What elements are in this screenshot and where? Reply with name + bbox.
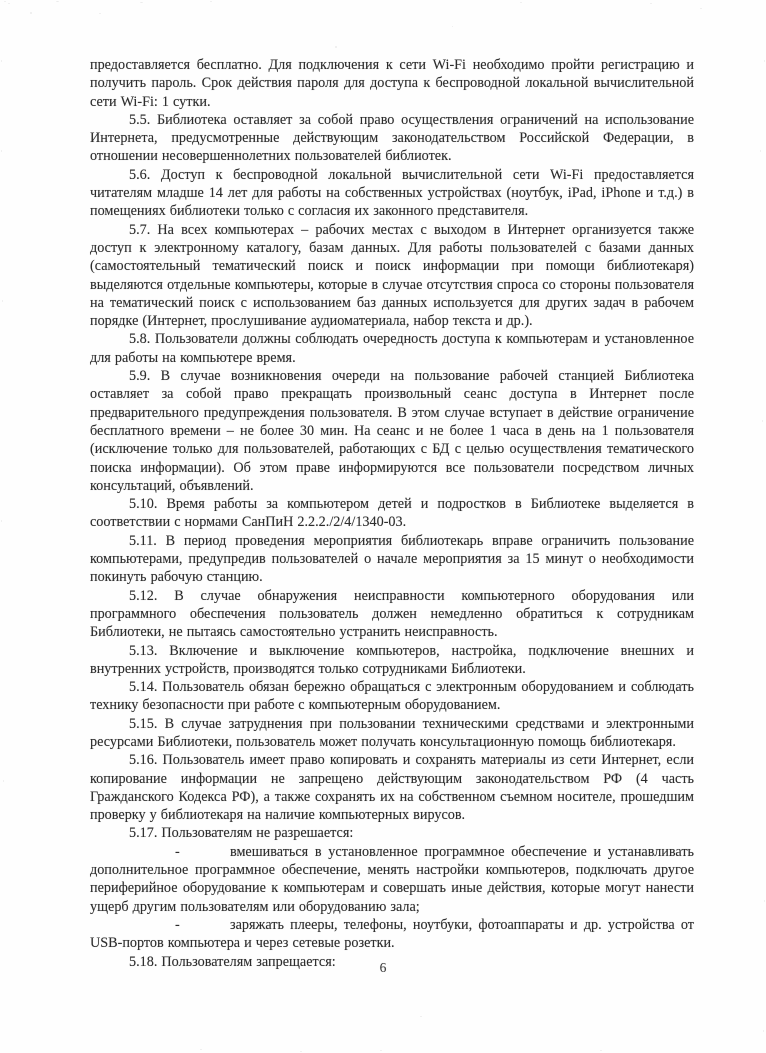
paragraph: 5.17. Пользователям не разрешается: — [129, 825, 354, 842]
scan-speck — [600, 1050, 602, 1051]
scan-speck — [1, 150, 2, 152]
dash-bullet: - — [175, 916, 180, 933]
scan-speck — [764, 60, 765, 62]
paragraph: 5.16. Пользователь имеет право копировать и сохранять материалы из сети Интернет, если копирование информации не запрещено действующим законодательством РФ (4 часть Гражданского Кодекса РФ), а также сохранять их на собственном съемном носителе, прошедшим проверку у библиотекаря на наличие компьютерных вирусов. — [90, 752, 694, 824]
page-number: 6 — [379, 960, 387, 975]
scan-speck — [762, 420, 763, 422]
paragraph: 5.18. Пользователям запрещается: — [129, 953, 336, 970]
document-body — [90, 56, 694, 971]
scan-speck — [30, 12, 32, 14]
dash-bullet: - — [175, 843, 180, 860]
scan-speck — [420, 1016, 422, 1017]
paragraph: 5.8. Пользователи должны соблюдать очередность доступа к компьютерам и установленное для работы на компьютере время. — [90, 331, 694, 366]
paragraph: 5.13. Включение и выключение компьютеров, настройка, подключение внешних и внутренних устройств, производятся только сотрудниками Библиотеки. — [90, 642, 694, 677]
list-item: - вмешиваться в установленное программное обеспечение и устанавливать дополнительное программное обеспечение, менять настройки компьютеров, подключать другое периферийное оборудование к компьютерам и совершать иные действия, которые могут нанести ущерб другим пользователям или оборудованию зала; — [90, 843, 694, 915]
paragraph: 5.11. В период проведения мероприятия библиотекарь вправе ограничить пользование компьютерами, предупредив пользователей о начале мероприятия за 15 минут о необходимости покинуть рабочую станцию. — [90, 532, 694, 586]
scan-speck — [335, 46, 337, 48]
paragraph: 5.15. В случае затруднения при пользовании техническими средствами и электронными ресурсами Библиотеки, пользователь может получать консультационную помощь библиотекаря. — [90, 715, 694, 750]
scan-speck — [200, 1049, 202, 1050]
scan-speck — [56, 1, 59, 2]
scan-speck — [764, 900, 765, 902]
scan-speck — [2, 300, 3, 302]
paragraph: 5.9. В случае возникновения очереди на пользование рабочей станцией Библиотека оставляет за собой право прекращать произвольный сеанс доступа в Интернет после предварительного предупреждения пользователя. В этом случае вступает в действие ограничение бесплатного времени – не более 30 мин. На сеанс и не более 1 часа в день на 1 пользователя (исключение только для пользователей, работающих с БД с целью осуществления тематического поиска информации). Об этом праве информируются все пользователи посредством личных консультаций, объявлений. — [90, 368, 694, 494]
scan-speck — [763, 1030, 764, 1032]
scan-speck — [520, 2, 522, 3]
scan-speck — [4, 1, 6, 2]
scan-speck — [140, 2, 143, 3]
scan-speck — [380, 1050, 382, 1051]
scan-speck — [452, 26, 453, 27]
paragraph: 5.12. В случае обнаружения неисправности компьютерного оборудования или программного обеспечения пользователь должен немедленно обратиться к сотрудникам Библиотеки, не пытаясь самостоятельно устранить неисправность. — [90, 587, 694, 641]
paragraph: 5.5. Библиотека оставляет за собой право осуществления ограничений на использование Интернета, предусмотренные действующим законодательством Российской Федерации, в отношении несовершеннолетних пользователей библиотек. — [90, 111, 694, 165]
paragraph: 5.7. На всех компьютерах – рабочих местах с выходом в Интернет организуется также доступ к электронному каталогу, базам данных. Для работы пользователей с базами данных (самостоятельный тематический поиск и поиск информации при помощи библиотекаря) выделяются отдельные компьютеры, которые в случае отсутствия спроса со стороны пользователя на тематический поиск с использованием баз данных используется для других задач в рабочем порядке (Интернет, прослушивание аудиоматериала, набор текста и др.). — [90, 221, 694, 330]
scan-speck — [760, 150, 761, 152]
scan-speck — [300, 1051, 302, 1052]
scan-speck — [3, 780, 4, 782]
paragraph: 5.6. Доступ к беспроводной локальной вычислительной сети Wi-Fi предоставляется читателям младше 14 лет для работы на собственных устройствах (ноутбук, iPad, iPhone и т.д.) в помещениях библиотеки только с согласия их законного представителя. — [90, 166, 694, 220]
scan-speck — [1, 520, 2, 522]
scan-speck — [700, 8, 702, 9]
list-item: - заряжать плееры, телефоны, ноутбуки, фотоаппараты и др. устройства от USB-портов компьютера и через сетевые розетки. — [90, 916, 694, 952]
scan-speck — [8, 3, 10, 4]
scan-speck — [99, 13, 101, 14]
paragraph: 5.14. Пользователь обязан бережно обращаться с электронным оборудованием и соблюдать технику безопасности при работе с компьютерным оборудованием. — [90, 679, 694, 714]
scan-speck — [650, 3, 652, 4]
paragraph: предоставляется бесплатно. Для подключения к сети Wi-Fi необходимо пройти регистрацию и получить пароль. Срок действия пароля для доступа к беспроводной локальной вычислительной сети Wi-Fi: 1 сутки. — [90, 57, 694, 110]
scan-speck — [1, 60, 2, 62]
paragraph: 5.10. Время работы за компьютером детей и подростков в Библиотеке выделяется в соответствии с нормами СанПиН 2.2.2./2/4/1340-03. — [90, 496, 694, 531]
scan-speck — [210, 1, 212, 2]
